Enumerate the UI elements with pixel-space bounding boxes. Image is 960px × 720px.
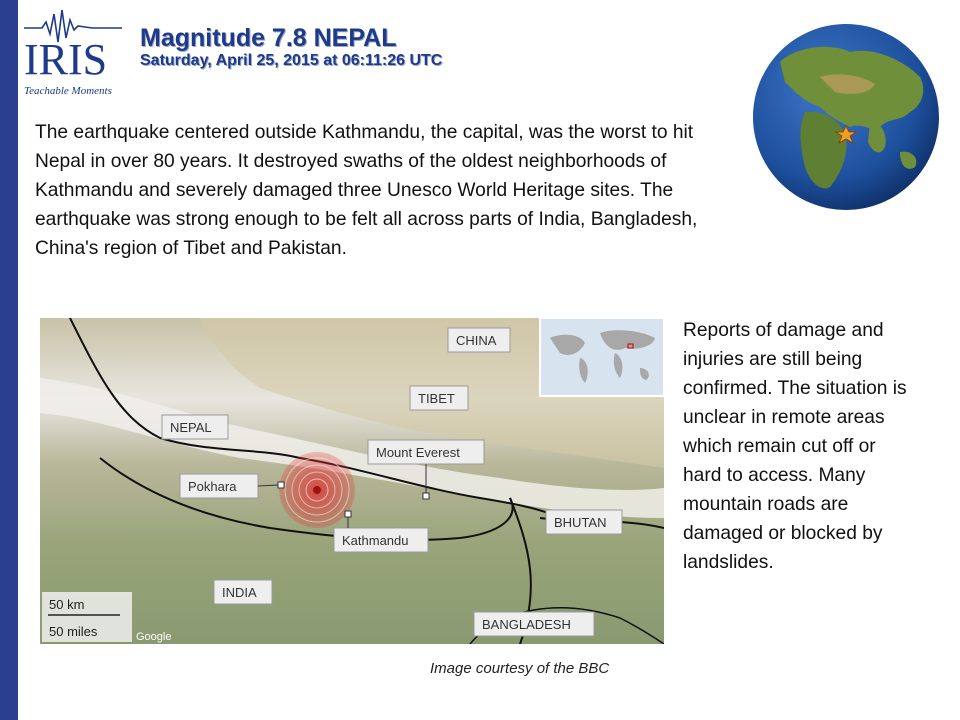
scale-miles: 50 miles <box>49 624 98 639</box>
side-paragraph: Reports of damage and injuries are still being confirmed. The situation is unclear in remote areas which remain cut off or hard to access. Many mountain roads are damaged or blocked by landslides. <box>683 320 907 573</box>
nepal-map <box>40 318 664 644</box>
label-tibet: TIBET <box>418 391 455 406</box>
label-nepal: NEPAL <box>170 420 212 435</box>
scale-km: 50 km <box>49 597 85 612</box>
page-subtitle: Saturday, April 25, 2015 at 06:11:26 UTC <box>140 52 443 69</box>
inset-world-map <box>540 318 664 396</box>
iris-logo <box>22 8 124 100</box>
main-paragraph: The earthquake centered outside Kathmandu, the capital, was the worst to hit Nepal in over 80 years. It destroyed swaths of the oldest neighborhoods of Kathmandu and severely damaged three Unesco World Heritage sites. The earthquake was strong enough to be felt all across parts of India, Bangladesh, China's region of Tibet and Pakistan. <box>35 122 698 259</box>
label-bangladesh: BANGLADESH <box>482 617 571 632</box>
label-india: INDIA <box>222 585 257 600</box>
label-bhutan: BHUTAN <box>554 515 607 530</box>
image-caption: Image courtesy of the BBC <box>430 660 610 677</box>
map-scale <box>42 592 132 642</box>
map-credit: Google <box>136 631 172 643</box>
page-title: Magnitude 7.8 NEPAL <box>140 24 397 52</box>
label-mount-everest: Mount Everest <box>376 445 460 460</box>
label-kathmandu: Kathmandu <box>342 533 409 548</box>
logo-tagline: Teachable Moments <box>24 85 112 97</box>
logo-wordmark: IRIS <box>24 35 108 84</box>
label-pokhara: Pokhara <box>188 479 237 494</box>
quake-rings <box>279 452 355 528</box>
globe-image <box>750 22 942 212</box>
label-china: CHINA <box>456 333 497 348</box>
left-accent-bar <box>0 0 18 720</box>
